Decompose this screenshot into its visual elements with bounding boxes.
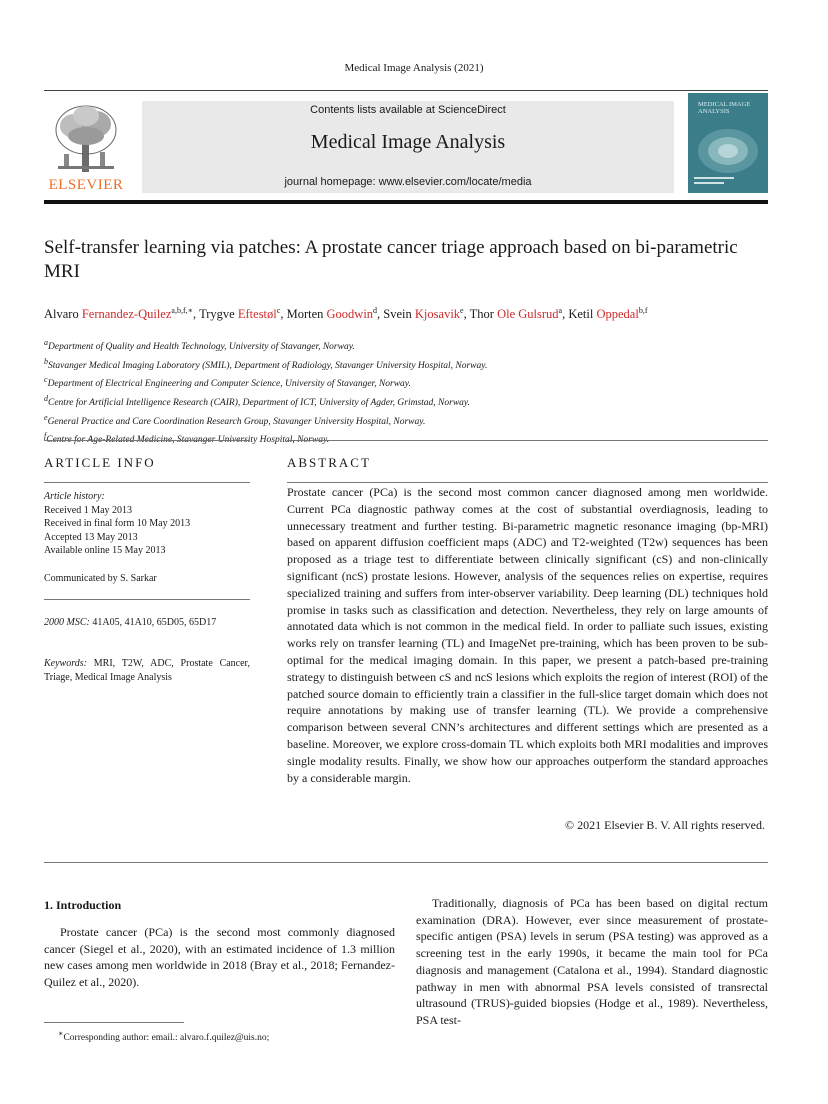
header-top-rule bbox=[44, 90, 768, 91]
affiliation-item bbox=[44, 429, 768, 448]
author-first-name: Trygve bbox=[199, 307, 238, 322]
history-revised: Received in final form 10 May 2013 bbox=[44, 518, 191, 529]
keywords-label: Keywords: bbox=[44, 658, 87, 669]
author-last-name-link[interactable]: Ole Gulsrud bbox=[497, 307, 559, 322]
author-affiliation-marker: a,b,f,∗ bbox=[171, 306, 194, 315]
affiliation-item bbox=[44, 373, 768, 392]
author-first-name: Ketil bbox=[568, 307, 597, 322]
header-thick-rule bbox=[44, 200, 768, 204]
author-name bbox=[568, 307, 647, 321]
affiliation-list bbox=[44, 336, 768, 448]
affiliation-key: a bbox=[44, 338, 48, 347]
footnote-mark: ∗ bbox=[58, 1029, 64, 1038]
msc-codes bbox=[44, 616, 250, 630]
abstract-divider bbox=[287, 482, 768, 483]
affiliation-key: e bbox=[44, 412, 48, 422]
elsevier-wordmark: ELSEVIER bbox=[48, 177, 124, 193]
affiliation-key: c bbox=[44, 375, 48, 385]
affiliation-text: Stavanger Medical Imaging Laboratory (SMIL), Department of Radiology, Stavanger University Hospital, Norway. bbox=[48, 360, 488, 371]
author-name bbox=[470, 307, 562, 321]
affiliation-item bbox=[44, 392, 768, 411]
affiliation-text: Centre for Age-Related Medicine, Stavanger University Hospital, Norway. bbox=[46, 435, 330, 446]
communicated-by: Communicated by S. Sarkar bbox=[44, 573, 157, 584]
affiliation-text: Department of Electrical Engineering and Computer Science, University of Stavanger, Norway. bbox=[47, 379, 411, 390]
author-last-name-link[interactable]: Kjosavik bbox=[414, 307, 461, 322]
author-last-name-link[interactable]: Fernandez-Quilez bbox=[81, 307, 172, 322]
introduction-paragraph-1: Prostate cancer (PCa) is the second most commonly diagnosed cancer (Siegel et al., 2020), with an estimated incidence of 1.3 million new cases among men worldwide in 2018 (Bray et al., 2018; Fernandez-Quilez et al., 2020). bbox=[44, 925, 395, 989]
affiliation-item bbox=[44, 411, 768, 430]
author-affiliation-marker: b,f bbox=[638, 306, 648, 315]
keywords bbox=[44, 657, 250, 685]
history-received: Received 1 May 2013 bbox=[44, 504, 133, 516]
author-list: Alvaro Fernandez-Quilez$^{a,b,f,∗}$, Trygve Eftestøl$^c$, Morten Goodwin$^d$, Svein Kjosavik$^e$, Thor Ole Gulsrud$^a$, Ketil Oppedal$^{b,f}$ bbox=[44, 306, 648, 322]
affiliation-item bbox=[44, 336, 768, 355]
msc-values: 41A05, 41A10, 65D05, 65D17 bbox=[89, 617, 217, 628]
article-info-divider bbox=[44, 482, 250, 483]
author-affiliation-marker: a bbox=[558, 306, 563, 315]
author-first-name: Thor bbox=[469, 307, 498, 322]
affiliation-item bbox=[44, 355, 768, 374]
article-info-mid-rule bbox=[44, 599, 250, 600]
paper-title: Self-transfer learning via patches: A prostate cancer triage approach based on bi-parametric MRI bbox=[44, 237, 738, 282]
abstract-heading: ABSTRACT bbox=[287, 455, 371, 470]
history-accepted: Accepted 13 May 2013 bbox=[44, 531, 138, 543]
abstract-top-rule bbox=[287, 440, 768, 441]
article-history bbox=[44, 490, 254, 558]
author-name bbox=[199, 307, 280, 321]
author-name bbox=[383, 307, 463, 321]
author-name bbox=[287, 307, 377, 321]
msc-label: 2000 MSC: bbox=[44, 617, 90, 628]
abstract-text: Prostate cancer (PCa) is the second most common cancer diagnosed among men worldwide. Current PCa diagnostic pathway comes at the cost of substantial overdiagnosis, leading to unnecessary treatment and further testing. Bi-parametric magnetic resonance imaging (bp-MRI) based on apparent diffusion coefficient maps (ADC) and T2-weighted (T2w) sequences has been proposed as a triage test to differentiate between clinically significant (cS) and non-clinically significant (ncS) prostate lesions. However, analysis of the sequences relies on expertise, requires specialized training and suffers from inter-observer variability. Deep learning (DL) techniques hold promise in tasks such as classification and detection. Nevertheless, they rely on large amounts of annotated data which is not common in the medical field. In order to palliate such issues, existing works rely on transfer learning (TL) and ImageNet pre-training, which has been proven to be sub-optimal for the medical imaging domain. In this paper, we present a patch-based pre-training strategy to distinguish between cS and ncS lesions which exploits the region of interest (ROI) of the patched source domain to efficiently train a classifier in the full-slice target domain which does not require annotations by making use of transfer learning (TL). We provide a comprehensive comparison between several CNN’s architectures and different settings which are presented as a baseline. Moreover, we explore cross-domain TL which exploits both MRI modalities and improves single modality results. Finally, we show how our approaches outperform the standard approaches by a considerable margin. bbox=[287, 485, 768, 785]
author-last-name-link[interactable]: Eftestøl bbox=[237, 307, 277, 322]
cover-title: MEDICAL IMAGE ANALYSIS bbox=[698, 101, 751, 115]
author-affiliation-marker: d bbox=[373, 306, 378, 315]
article-history-label: Article history: bbox=[44, 491, 105, 502]
article-info-top-rule bbox=[44, 440, 250, 441]
keywords-values: MRI, T2W, ADC, Prostate Cancer, Triage, Medical Image Analysis bbox=[44, 658, 250, 683]
journal-cover-image bbox=[688, 93, 768, 193]
author-first-name: Svein bbox=[383, 307, 415, 322]
journal-title: Medical Image Analysis bbox=[310, 131, 506, 153]
contents-available-line: Contents lists available at ScienceDirect bbox=[310, 104, 506, 116]
front-matter-bottom-rule bbox=[44, 862, 768, 863]
affiliation-key: b bbox=[44, 356, 48, 366]
corresponding-author-footnote bbox=[58, 1029, 398, 1043]
introduction-heading: 1. Introduction bbox=[44, 898, 122, 912]
footnote-text: Corresponding author: email.: alvaro.f.quilez@uis.no; bbox=[63, 1033, 270, 1044]
journal-running-header: Medical Image Analysis (2021) bbox=[344, 62, 484, 74]
journal-homepage-link[interactable]: journal homepage: www.elsevier.com/locate/media bbox=[284, 176, 532, 188]
affiliation-text: Centre for Artificial Intelligence Research (CAIR), Department of ICT, University of Agder, Grimstad, Norway. bbox=[48, 398, 470, 409]
affiliation-key: d bbox=[44, 393, 48, 403]
author-last-name-link[interactable]: Goodwin bbox=[326, 307, 374, 322]
article-info-heading: ARTICLE INFO bbox=[44, 455, 156, 470]
affiliation-text: Department of Quality and Health Technology, University of Stavanger, Norway. bbox=[48, 342, 355, 353]
author-last-name-link[interactable]: Oppedal bbox=[596, 307, 639, 322]
author-first-name: Alvaro bbox=[44, 307, 82, 322]
author-name bbox=[44, 307, 193, 321]
history-online: Available online 15 May 2013 bbox=[44, 545, 166, 556]
author-affiliation-marker: c bbox=[276, 306, 281, 315]
affiliation-key: f bbox=[44, 431, 47, 441]
introduction-paragraph-2: Traditionally, diagnosis of PCa has been based on digital rectum examination (DRA). However, ever since measurement of prostate-specific antigen (PSA) levels in serum (PSA testing) was approved as a screening test in the early 1990s, it became the main tool for PCa diagnosis and management (Catalona et al., 1994). Standard diagnostic pathway in men with abnormal PSA levels consisted of transrectal ultrasound (TRUS)-guided biopsies (Hodge et al., 1989). Nevertheless, PSA test- bbox=[416, 896, 768, 1027]
affiliation-text: General Practice and Care Coordination Research Group, Stavanger University Hospital, Norway. bbox=[47, 416, 426, 427]
copyright-notice: © 2021 Elsevier B. V. All rights reserved. bbox=[565, 818, 765, 832]
footnote-rule bbox=[44, 1022, 184, 1023]
author-affiliation-marker: e bbox=[460, 306, 464, 315]
author-first-name: Morten bbox=[286, 307, 327, 322]
